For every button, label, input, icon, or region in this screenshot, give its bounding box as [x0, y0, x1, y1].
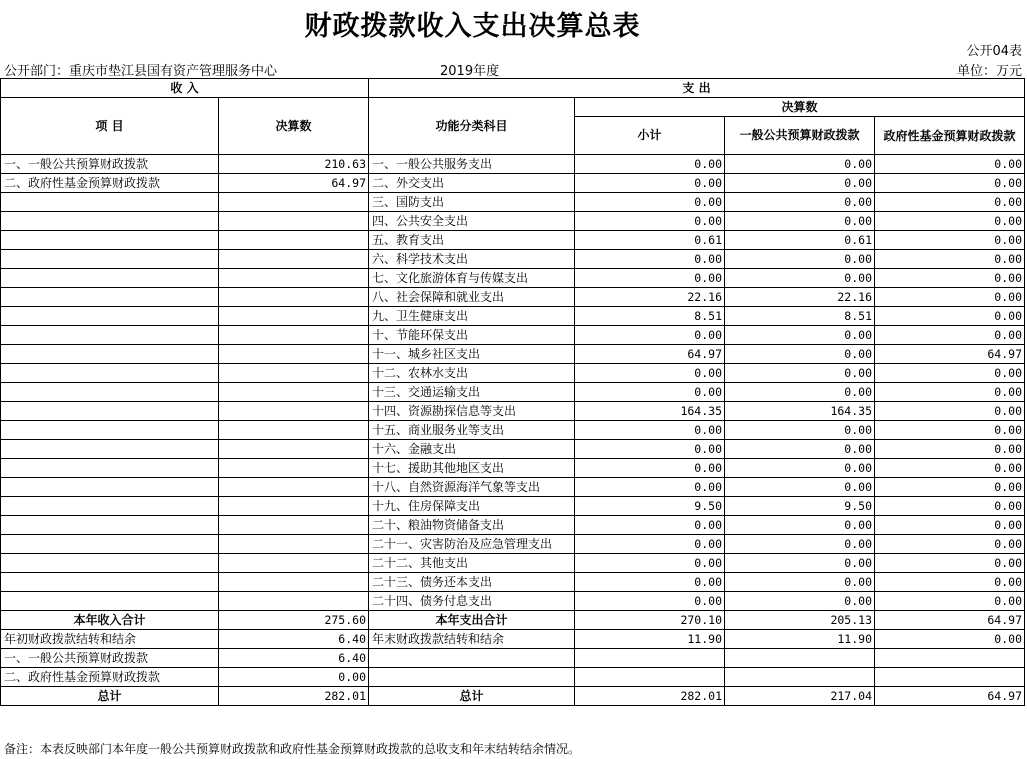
expense-gov-fund-value: 0.00 — [875, 326, 1025, 345]
income-item-value — [219, 554, 369, 573]
income-item-value — [219, 497, 369, 516]
table-row — [1, 174, 1025, 193]
expense-subtotal-value: 0.00 — [575, 440, 725, 459]
carry-row-expense-label: 年末财政拨款结转和结余 — [369, 630, 575, 649]
expense-category-label: 四、公共安全支出 — [369, 212, 575, 231]
year-total-row-income-value: 275.60 — [219, 611, 369, 630]
expense-gov-fund-value: 0.00 — [875, 573, 1025, 592]
expense-category-label: 十、节能环保支出 — [369, 326, 575, 345]
expense-subtotal-value: 0.61 — [575, 231, 725, 250]
carry-row — [1, 630, 1025, 649]
expense-general-budget-value: 0.61 — [725, 231, 875, 250]
table-row — [1, 421, 1025, 440]
empty-cell — [369, 649, 575, 668]
expense-subtotal-value: 0.00 — [575, 383, 725, 402]
expense-category-label: 十九、住房保障支出 — [369, 497, 575, 516]
expense-gov-fund-value: 0.00 — [875, 250, 1025, 269]
expense-category-label: 七、文化旅游体育与传媒支出 — [369, 269, 575, 288]
expense-general-budget-value: 0.00 — [725, 193, 875, 212]
expense-general-budget-value: 0.00 — [725, 383, 875, 402]
expense-subtotal-value: 0.00 — [575, 269, 725, 288]
expense-category-label: 五、教育支出 — [369, 231, 575, 250]
expense-subtotal-value: 22.16 — [575, 288, 725, 307]
table-row — [1, 193, 1025, 212]
expense-category-label: 八、社会保障和就业支出 — [369, 288, 575, 307]
income-item-label — [1, 364, 219, 383]
expense-category-label: 十八、自然资源海洋气象等支出 — [369, 478, 575, 497]
income-item-label — [1, 402, 219, 421]
table-row — [1, 155, 1025, 174]
expense-subtotal-value: 0.00 — [575, 250, 725, 269]
income-item-value — [219, 212, 369, 231]
expense-category-label: 九、卫生健康支出 — [369, 307, 575, 326]
expense-general-budget-value: 0.00 — [725, 326, 875, 345]
expense-general-budget-value: 0.00 — [725, 345, 875, 364]
expense-gov-fund-value: 0.00 — [875, 402, 1025, 421]
category-header: 功能分类科目 — [369, 98, 575, 155]
expense-gov-fund-value: 64.97 — [875, 345, 1025, 364]
table-row — [1, 250, 1025, 269]
income-item-label — [1, 421, 219, 440]
carry-row-subtotal: 11.90 — [575, 630, 725, 649]
income-item-value — [219, 326, 369, 345]
expense-general-budget-value: 0.00 — [725, 459, 875, 478]
expense-gov-fund-value: 0.00 — [875, 592, 1025, 611]
income-item-label — [1, 440, 219, 459]
income-item-label — [1, 592, 219, 611]
carry-row-gov-fund: 0.00 — [875, 630, 1025, 649]
expense-general-budget-value: 0.00 — [725, 516, 875, 535]
income-item-value — [219, 383, 369, 402]
carry-fund-row-label: 二、政府性基金预算财政拨款 — [1, 668, 219, 687]
expense-subtotal-value: 8.51 — [575, 307, 725, 326]
expense-category-label: 二十二、其他支出 — [369, 554, 575, 573]
year-total-row-income-label: 本年收入合计 — [1, 611, 219, 630]
expense-subtotal-value: 0.00 — [575, 421, 725, 440]
income-item-label — [1, 554, 219, 573]
income-item-value — [219, 402, 369, 421]
expense-gov-fund-value: 0.00 — [875, 535, 1025, 554]
income-item-value — [219, 573, 369, 592]
expense-category-label: 十六、金融支出 — [369, 440, 575, 459]
subtotal-header: 小计 — [575, 117, 725, 155]
expense-category-label: 二十四、债务付息支出 — [369, 592, 575, 611]
year-total-row-subtotal: 270.10 — [575, 611, 725, 630]
expense-subtotal-value: 0.00 — [575, 535, 725, 554]
empty-cell — [875, 649, 1025, 668]
expense-gov-fund-value: 0.00 — [875, 269, 1025, 288]
expense-general-budget-value: 0.00 — [725, 554, 875, 573]
expense-gov-fund-value: 0.00 — [875, 155, 1025, 174]
income-amount-header: 决算数 — [219, 98, 369, 155]
expense-gov-fund-value: 0.00 — [875, 193, 1025, 212]
expense-general-budget-value: 0.00 — [725, 269, 875, 288]
grand-total-row-income-value: 282.01 — [219, 687, 369, 706]
expense-general-budget-value: 8.51 — [725, 307, 875, 326]
income-item-value — [219, 250, 369, 269]
expense-general-budget-value: 9.50 — [725, 497, 875, 516]
income-item-value — [219, 345, 369, 364]
budget-summary-table — [0, 78, 1025, 706]
expense-gov-fund-value: 0.00 — [875, 516, 1025, 535]
income-item-label — [1, 478, 219, 497]
income-item-label — [1, 250, 219, 269]
income-item-label — [1, 497, 219, 516]
expense-general-budget-value: 0.00 — [725, 421, 875, 440]
income-item-label — [1, 345, 219, 364]
year-total-row — [1, 611, 1025, 630]
expense-general-budget-value: 0.00 — [725, 573, 875, 592]
expense-gov-fund-value: 0.00 — [875, 478, 1025, 497]
grand-total-row-income-label: 总计 — [1, 687, 219, 706]
table-row — [1, 212, 1025, 231]
table-row — [1, 307, 1025, 326]
table-row — [1, 345, 1025, 364]
expense-subtotal-value: 0.00 — [575, 212, 725, 231]
income-item-label — [1, 459, 219, 478]
table-row — [1, 269, 1025, 288]
income-item-value — [219, 535, 369, 554]
expense-gov-fund-value: 0.00 — [875, 497, 1025, 516]
expense-category-label: 十五、商业服务业等支出 — [369, 421, 575, 440]
table-row — [1, 440, 1025, 459]
grand-total-row-subtotal: 282.01 — [575, 687, 725, 706]
year-total-row-general-budget: 205.13 — [725, 611, 875, 630]
expense-subtotal-value: 164.35 — [575, 402, 725, 421]
footnote: 备注：本表反映部门本年度一般公共预算财政拨款和政府性基金预算财政拨款的总收支和年末结转结余情况。 — [4, 742, 581, 756]
income-item-label — [1, 573, 219, 592]
expense-subtotal-value: 0.00 — [575, 155, 725, 174]
income-item-label — [1, 326, 219, 345]
income-item-value — [219, 288, 369, 307]
empty-cell — [369, 668, 575, 687]
expense-category-label: 十三、交通运输支出 — [369, 383, 575, 402]
expense-gov-fund-value: 0.00 — [875, 554, 1025, 573]
carry-row-general-budget: 11.90 — [725, 630, 875, 649]
income-item-value: 210.63 — [219, 155, 369, 174]
table-row — [1, 402, 1025, 421]
expense-general-budget-value: 0.00 — [725, 535, 875, 554]
final-amount-header: 决算数 — [575, 98, 1025, 117]
income-item-value — [219, 307, 369, 326]
table-row — [1, 497, 1025, 516]
carry-general-row — [1, 649, 1025, 668]
table-row — [1, 231, 1025, 250]
expense-subtotal-value: 64.97 — [575, 345, 725, 364]
expense-category-label: 二、外交支出 — [369, 174, 575, 193]
income-item-label — [1, 535, 219, 554]
income-item-value — [219, 516, 369, 535]
empty-cell — [725, 649, 875, 668]
expense-general-budget-value: 0.00 — [725, 478, 875, 497]
page-title: 财政拨款收入支出决算总表 — [304, 11, 641, 42]
expense-gov-fund-value: 0.00 — [875, 174, 1025, 193]
table-row — [1, 535, 1025, 554]
income-item-value — [219, 364, 369, 383]
expense-category-label: 十七、援助其他地区支出 — [369, 459, 575, 478]
expense-subtotal-value: 9.50 — [575, 497, 725, 516]
expense-general-budget-value: 164.35 — [725, 402, 875, 421]
income-item-label — [1, 288, 219, 307]
expense-gov-fund-value: 0.00 — [875, 421, 1025, 440]
table-row — [1, 554, 1025, 573]
income-item-value — [219, 193, 369, 212]
expense-category-label: 六、科学技术支出 — [369, 250, 575, 269]
table-row — [1, 364, 1025, 383]
carry-row-income-label: 年初财政拨款结转和结余 — [1, 630, 219, 649]
department-label: 公开部门：重庆市垫江县国有资产管理服务中心 — [4, 64, 278, 79]
income-item-label — [1, 383, 219, 402]
empty-cell — [575, 649, 725, 668]
empty-cell — [725, 668, 875, 687]
general-budget-header: 一般公共预算财政拨款 — [725, 117, 875, 155]
income-item-label — [1, 269, 219, 288]
form-code: 公开04表 — [966, 44, 1022, 59]
item-header: 项 目 — [1, 98, 219, 155]
income-item-label — [1, 212, 219, 231]
income-item-label: 一、一般公共预算财政拨款 — [1, 155, 219, 174]
expense-category-label: 三、国防支出 — [369, 193, 575, 212]
income-item-value — [219, 421, 369, 440]
carry-fund-row-value: 0.00 — [219, 668, 369, 687]
expense-subtotal-value: 0.00 — [575, 516, 725, 535]
expense-subtotal-value: 0.00 — [575, 459, 725, 478]
table-row — [1, 459, 1025, 478]
expense-gov-fund-value: 0.00 — [875, 307, 1025, 326]
expense-gov-fund-value: 0.00 — [875, 288, 1025, 307]
expense-gov-fund-value: 0.00 — [875, 231, 1025, 250]
expense-category-label: 十四、资源勘探信息等支出 — [369, 402, 575, 421]
expense-category-label: 二十三、债务还本支出 — [369, 573, 575, 592]
expense-category-label: 二十、粮油物资储备支出 — [369, 516, 575, 535]
expense-gov-fund-value: 0.00 — [875, 212, 1025, 231]
expense-gov-fund-value: 0.00 — [875, 364, 1025, 383]
table-row — [1, 516, 1025, 535]
income-item-value — [219, 231, 369, 250]
expense-subtotal-value: 0.00 — [575, 592, 725, 611]
table-row — [1, 288, 1025, 307]
expense-general-budget-value: 0.00 — [725, 155, 875, 174]
expense-general-budget-value: 22.16 — [725, 288, 875, 307]
empty-cell — [875, 668, 1025, 687]
expense-category-label: 二十一、灾害防治及应急管理支出 — [369, 535, 575, 554]
income-item-label — [1, 307, 219, 326]
unit-label: 单位：万元 — [956, 64, 1022, 79]
income-item-value — [219, 478, 369, 497]
income-item-label — [1, 231, 219, 250]
grand-total-row-expense-label: 总计 — [369, 687, 575, 706]
expense-subtotal-value: 0.00 — [575, 326, 725, 345]
table-row — [1, 326, 1025, 345]
year-total-row-expense-label: 本年支出合计 — [369, 611, 575, 630]
empty-cell — [575, 668, 725, 687]
table-row — [1, 383, 1025, 402]
gov-fund-header: 政府性基金预算财政拨款 — [875, 117, 1025, 155]
income-item-label: 二、政府性基金预算财政拨款 — [1, 174, 219, 193]
income-header: 收 入 — [1, 79, 369, 98]
carry-fund-row — [1, 668, 1025, 687]
table-row — [1, 478, 1025, 497]
expense-subtotal-value: 0.00 — [575, 364, 725, 383]
expense-subtotal-value: 0.00 — [575, 554, 725, 573]
income-item-value: 64.97 — [219, 174, 369, 193]
grand-total-row-gov-fund: 64.97 — [875, 687, 1025, 706]
income-item-label — [1, 516, 219, 535]
expense-category-label: 十一、城乡社区支出 — [369, 345, 575, 364]
table-row — [1, 592, 1025, 611]
year-total-row-gov-fund: 64.97 — [875, 611, 1025, 630]
table-row — [1, 573, 1025, 592]
expense-general-budget-value: 0.00 — [725, 174, 875, 193]
expense-general-budget-value: 0.00 — [725, 250, 875, 269]
fiscal-year: 2019年度 — [440, 64, 500, 79]
expense-gov-fund-value: 0.00 — [875, 440, 1025, 459]
expense-general-budget-value: 0.00 — [725, 212, 875, 231]
expense-gov-fund-value: 0.00 — [875, 383, 1025, 402]
income-item-value — [219, 459, 369, 478]
expense-subtotal-value: 0.00 — [575, 174, 725, 193]
income-item-value — [219, 592, 369, 611]
expense-general-budget-value: 0.00 — [725, 364, 875, 383]
carry-general-row-label: 一、一般公共预算财政拨款 — [1, 649, 219, 668]
expense-gov-fund-value: 0.00 — [875, 459, 1025, 478]
expense-general-budget-value: 0.00 — [725, 592, 875, 611]
carry-row-income-value: 6.40 — [219, 630, 369, 649]
expense-subtotal-value: 0.00 — [575, 573, 725, 592]
grand-total-row — [1, 687, 1025, 706]
income-item-value — [219, 269, 369, 288]
grand-total-row-general-budget: 217.04 — [725, 687, 875, 706]
expense-general-budget-value: 0.00 — [725, 440, 875, 459]
expense-subtotal-value: 0.00 — [575, 478, 725, 497]
expense-category-label: 十二、农林水支出 — [369, 364, 575, 383]
income-item-value — [219, 440, 369, 459]
expense-header: 支 出 — [369, 79, 1025, 98]
expense-category-label: 一、一般公共服务支出 — [369, 155, 575, 174]
expense-subtotal-value: 0.00 — [575, 193, 725, 212]
carry-general-row-value: 6.40 — [219, 649, 369, 668]
income-item-label — [1, 193, 219, 212]
